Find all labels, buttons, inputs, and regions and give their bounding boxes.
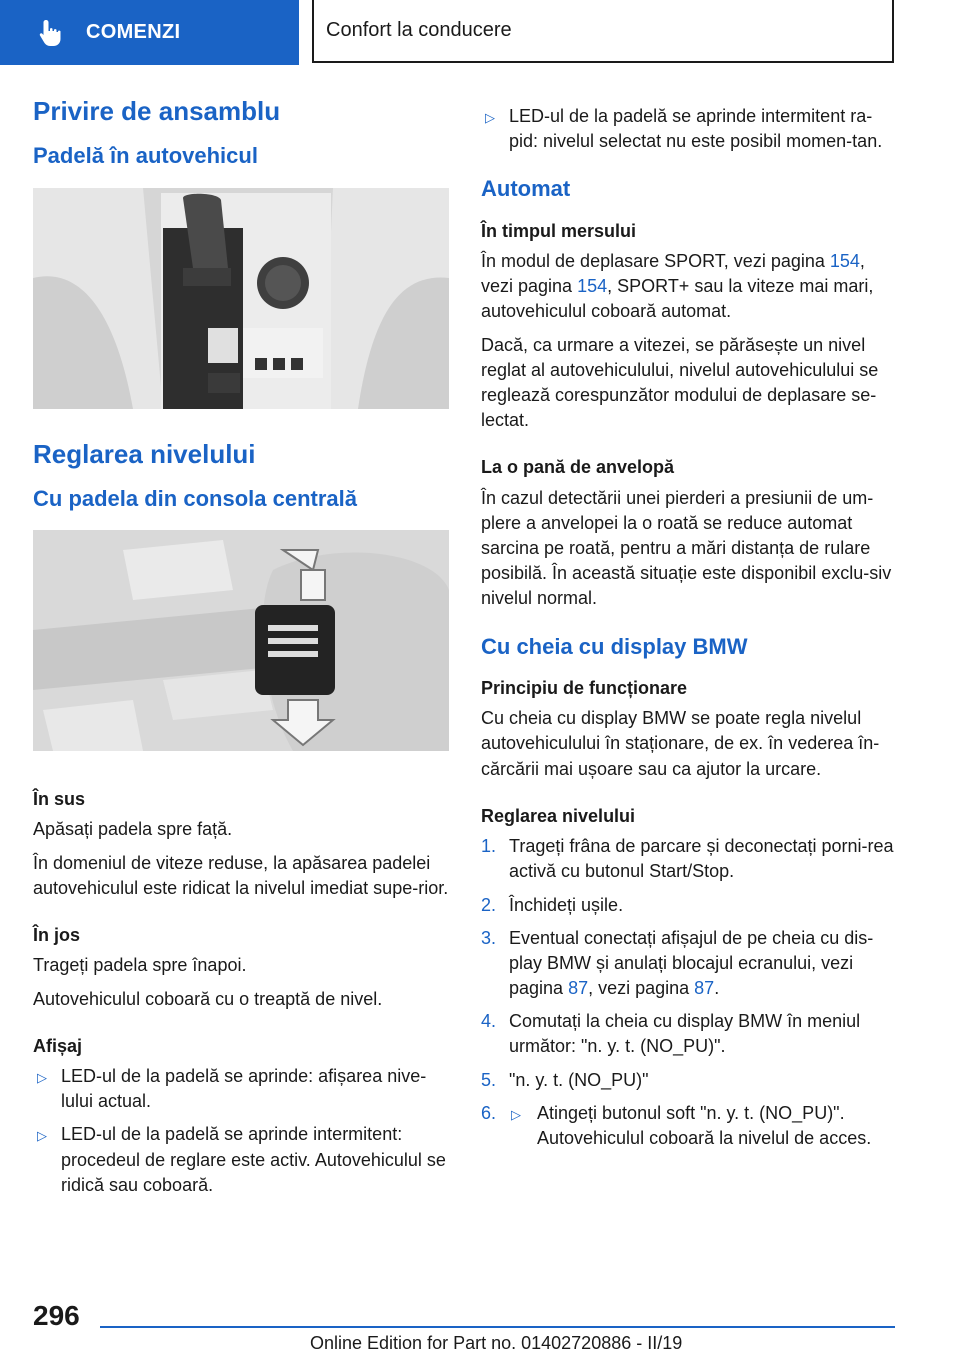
paddle-closeup-photo <box>33 530 449 751</box>
subheading-down: În jos <box>33 925 81 946</box>
para-driving-1: În modul de deplasare SPORT, vezi pagina 154, vezi pagina 154, SPORT+ sau la viteze mai mari, autovehiculul coboară automat. <box>481 251 874 322</box>
page-link[interactable]: 154 <box>577 276 608 297</box>
para-down-2: Autovehiculul coboară cu o treaptă de nivel. <box>33 988 383 1009</box>
heading-automatic: Automat <box>481 176 571 202</box>
left-column <box>33 96 449 1206</box>
list-item: 3. Eventual conectați afișajul de pe cheia cu dis-play BMW și anulați blocajul ecranului, vezi pagina 87, vezi pagina 87. <box>481 927 874 999</box>
right-column <box>481 104 897 1159</box>
triangle-right-icon: ▷ <box>511 1106 521 1122</box>
page-number: 296 <box>33 1300 80 1331</box>
footer-edition: Online Edition for Part no. 01402720886 - II/19 <box>310 1333 683 1353</box>
heading-overview: Privire de ansamblu <box>33 96 281 126</box>
page-link[interactable]: 87 <box>694 978 715 999</box>
para-principle: Cu cheia cu display BMW se poate regla nivelul autovehiculului în staționare, de ex. în vederea în-cărcării mai ușoare sau ca ajutor la urcare. <box>481 708 880 779</box>
heading-console: Cu padela din consola centrală <box>33 485 357 511</box>
para-down-1: Trageți padela spre înapoi. <box>33 955 247 976</box>
page-link[interactable]: 87 <box>568 978 589 999</box>
footer-rule <box>100 1326 895 1328</box>
list-item: 6. ▷ Atingeți butonul soft "n. y. t. (NO_PU)". Autovehiculul coboară la nivelul de acces. <box>481 1102 872 1149</box>
chapter-title <box>312 0 894 63</box>
para-up-2: În domeniul de viteze reduse, la apăsarea padelei autovehiculul este ridicat la nivelul imediat supe-rior. <box>33 852 449 898</box>
page-link[interactable]: 154 <box>829 251 860 272</box>
triangle-right-icon: ▷ <box>37 1069 47 1085</box>
para-tire: În cazul detectării unei pierderi a presiunii de um-plere a anvelopei la o roată se reduce automat sarcina pe roată, pentru a mări distanța de rulare posibilă. În această situație este disponibil exclu-siv nivelul normal. <box>481 487 892 609</box>
para-up-1: Apăsați padela spre față. <box>33 819 233 840</box>
steps-list <box>481 834 897 1151</box>
display-list-continued <box>481 104 897 154</box>
list-item: 2. Închideți ușile. <box>481 894 624 915</box>
chapter-title-text: Confort la conducere <box>326 19 512 41</box>
list-item: 1. Trageți frâna de parcare și deconectați porni-rea activă cu butonul Start/Stop. <box>481 836 894 882</box>
center-console-photo <box>33 188 449 409</box>
list-item: ▷ LED-ul de la padelă se aprinde: afișarea nive-lului actual. <box>37 1065 427 1112</box>
subheading-principle: Principiu de funcționare <box>481 678 688 698</box>
heading-display-key: Cu cheia cu display BMW <box>481 633 748 659</box>
list-item: ▷ LED-ul de la padelă se aprinde intermitent: procedeul de reglare este activ. Autovehiculul se ridică sau coboară. <box>37 1124 446 1195</box>
list-item: 5. "n. y. t. (NO_PU)" <box>481 1069 649 1090</box>
subheading-up: În sus <box>33 789 86 810</box>
triangle-right-icon: ▷ <box>485 110 495 125</box>
subheading-driving: În timpul mersului <box>481 220 637 241</box>
list-item: 4. Comutați la cheia cu display BMW în meniul următor: "n. y. t. (NO_PU)". <box>481 1011 861 1057</box>
triangle-right-icon: ▷ <box>37 1128 47 1144</box>
hand-pointer-icon <box>36 18 66 48</box>
header-section-label: COMENZI <box>86 21 181 43</box>
list-item: ▷ LED-ul de la padelă se aprinde intermitent ra-pid: nivelul selectat nu este posibil momen-tan. <box>485 106 883 152</box>
subheading-tire: La o pană de anvelopă <box>481 457 675 478</box>
heading-paddle: Padelă în autovehicul <box>33 143 258 169</box>
subheading-display: Afișaj <box>33 1035 83 1056</box>
subheading-adjust: Reglarea nivelului <box>481 805 636 826</box>
heading-level-adjust: Reglarea nivelului <box>33 438 256 469</box>
display-list <box>33 1064 449 1198</box>
header-section-tab[interactable] <box>0 0 299 65</box>
para-driving-2: Dacă, ca urmare a vitezei, se părăsește un nivel reglat al autovehiculului, nivelul autovehiculului se reglează corespunzător modului de deplasare se-lectat. <box>481 334 879 431</box>
